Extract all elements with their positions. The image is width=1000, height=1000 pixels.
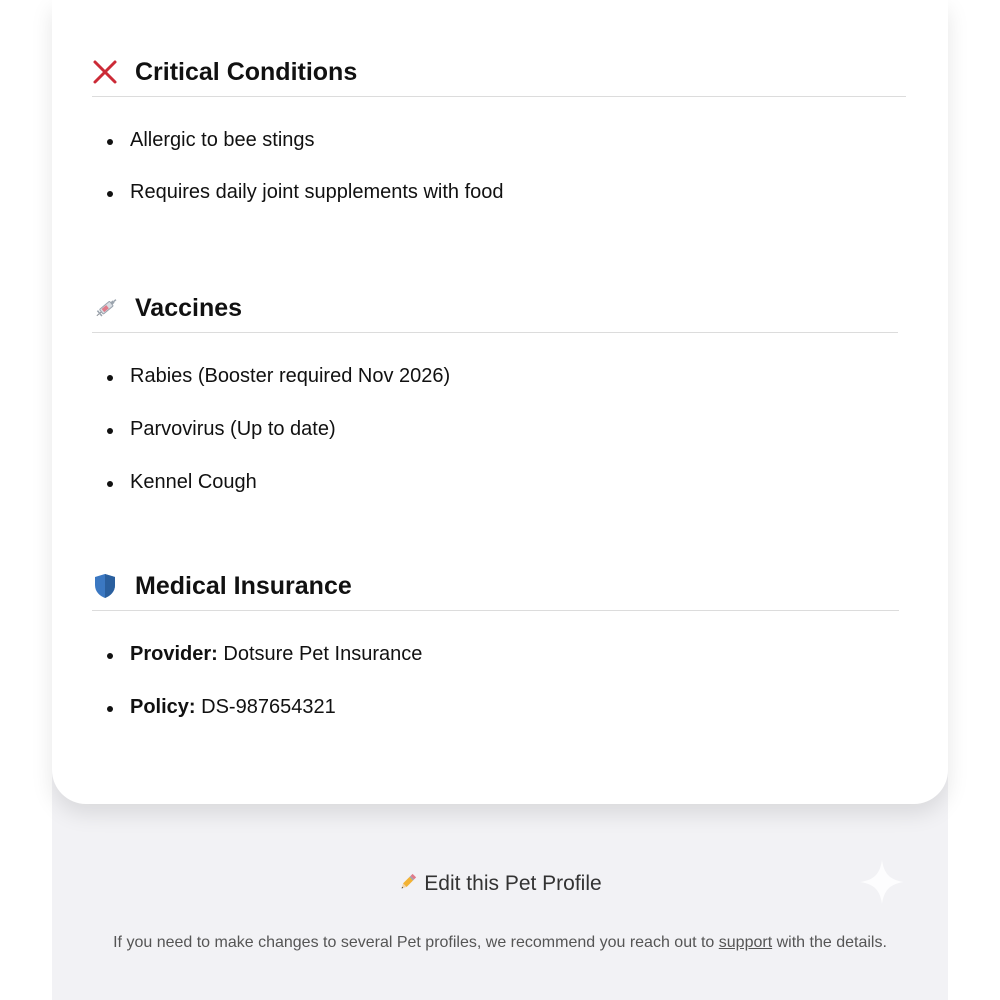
list-item: Rabies (Booster required Nov 2026) xyxy=(92,364,898,388)
critical-conditions-section xyxy=(92,48,906,204)
list-item: Kennel Cough xyxy=(92,470,898,494)
support-link[interactable]: support xyxy=(718,934,773,951)
list-item-provider xyxy=(92,642,899,666)
vaccines-section xyxy=(92,284,898,494)
shield-icon xyxy=(92,572,135,600)
help-text-before: If you need to make changes to several Pet profiles, we recommend you reach out to xyxy=(113,934,715,951)
section-title: Medical Insurance xyxy=(135,571,352,600)
policy-label: Policy: xyxy=(130,696,196,718)
medical-insurance-section xyxy=(92,562,899,719)
critical-conditions-header xyxy=(92,48,906,97)
critical-conditions-list xyxy=(92,128,906,204)
medical-insurance-list xyxy=(92,642,899,719)
edit-pet-profile-link[interactable] xyxy=(0,872,1000,898)
help-text-after: with the details. xyxy=(776,934,887,951)
list-item: Allergic to bee stings xyxy=(92,128,906,152)
medical-info-card xyxy=(52,0,948,804)
section-title: Vaccines xyxy=(135,293,243,322)
close-x-icon xyxy=(92,59,135,85)
provider-label: Provider: xyxy=(130,643,218,665)
vaccines-header xyxy=(92,284,898,333)
pencil-icon xyxy=(398,872,418,898)
syringe-icon xyxy=(92,294,135,322)
sparkle-icon xyxy=(858,858,906,906)
help-text xyxy=(0,934,1000,952)
section-title: Critical Conditions xyxy=(135,57,358,86)
provider-value: Dotsure Pet Insurance xyxy=(223,643,423,665)
vaccines-list xyxy=(92,364,898,494)
list-item: Parvovirus (Up to date) xyxy=(92,417,898,441)
edit-profile-label: Edit this Pet Profile xyxy=(424,872,602,895)
policy-value: DS-987654321 xyxy=(201,696,336,718)
medical-insurance-header xyxy=(92,562,899,611)
list-item-policy xyxy=(92,695,899,719)
list-item: Requires daily joint supplements with food xyxy=(92,180,906,204)
